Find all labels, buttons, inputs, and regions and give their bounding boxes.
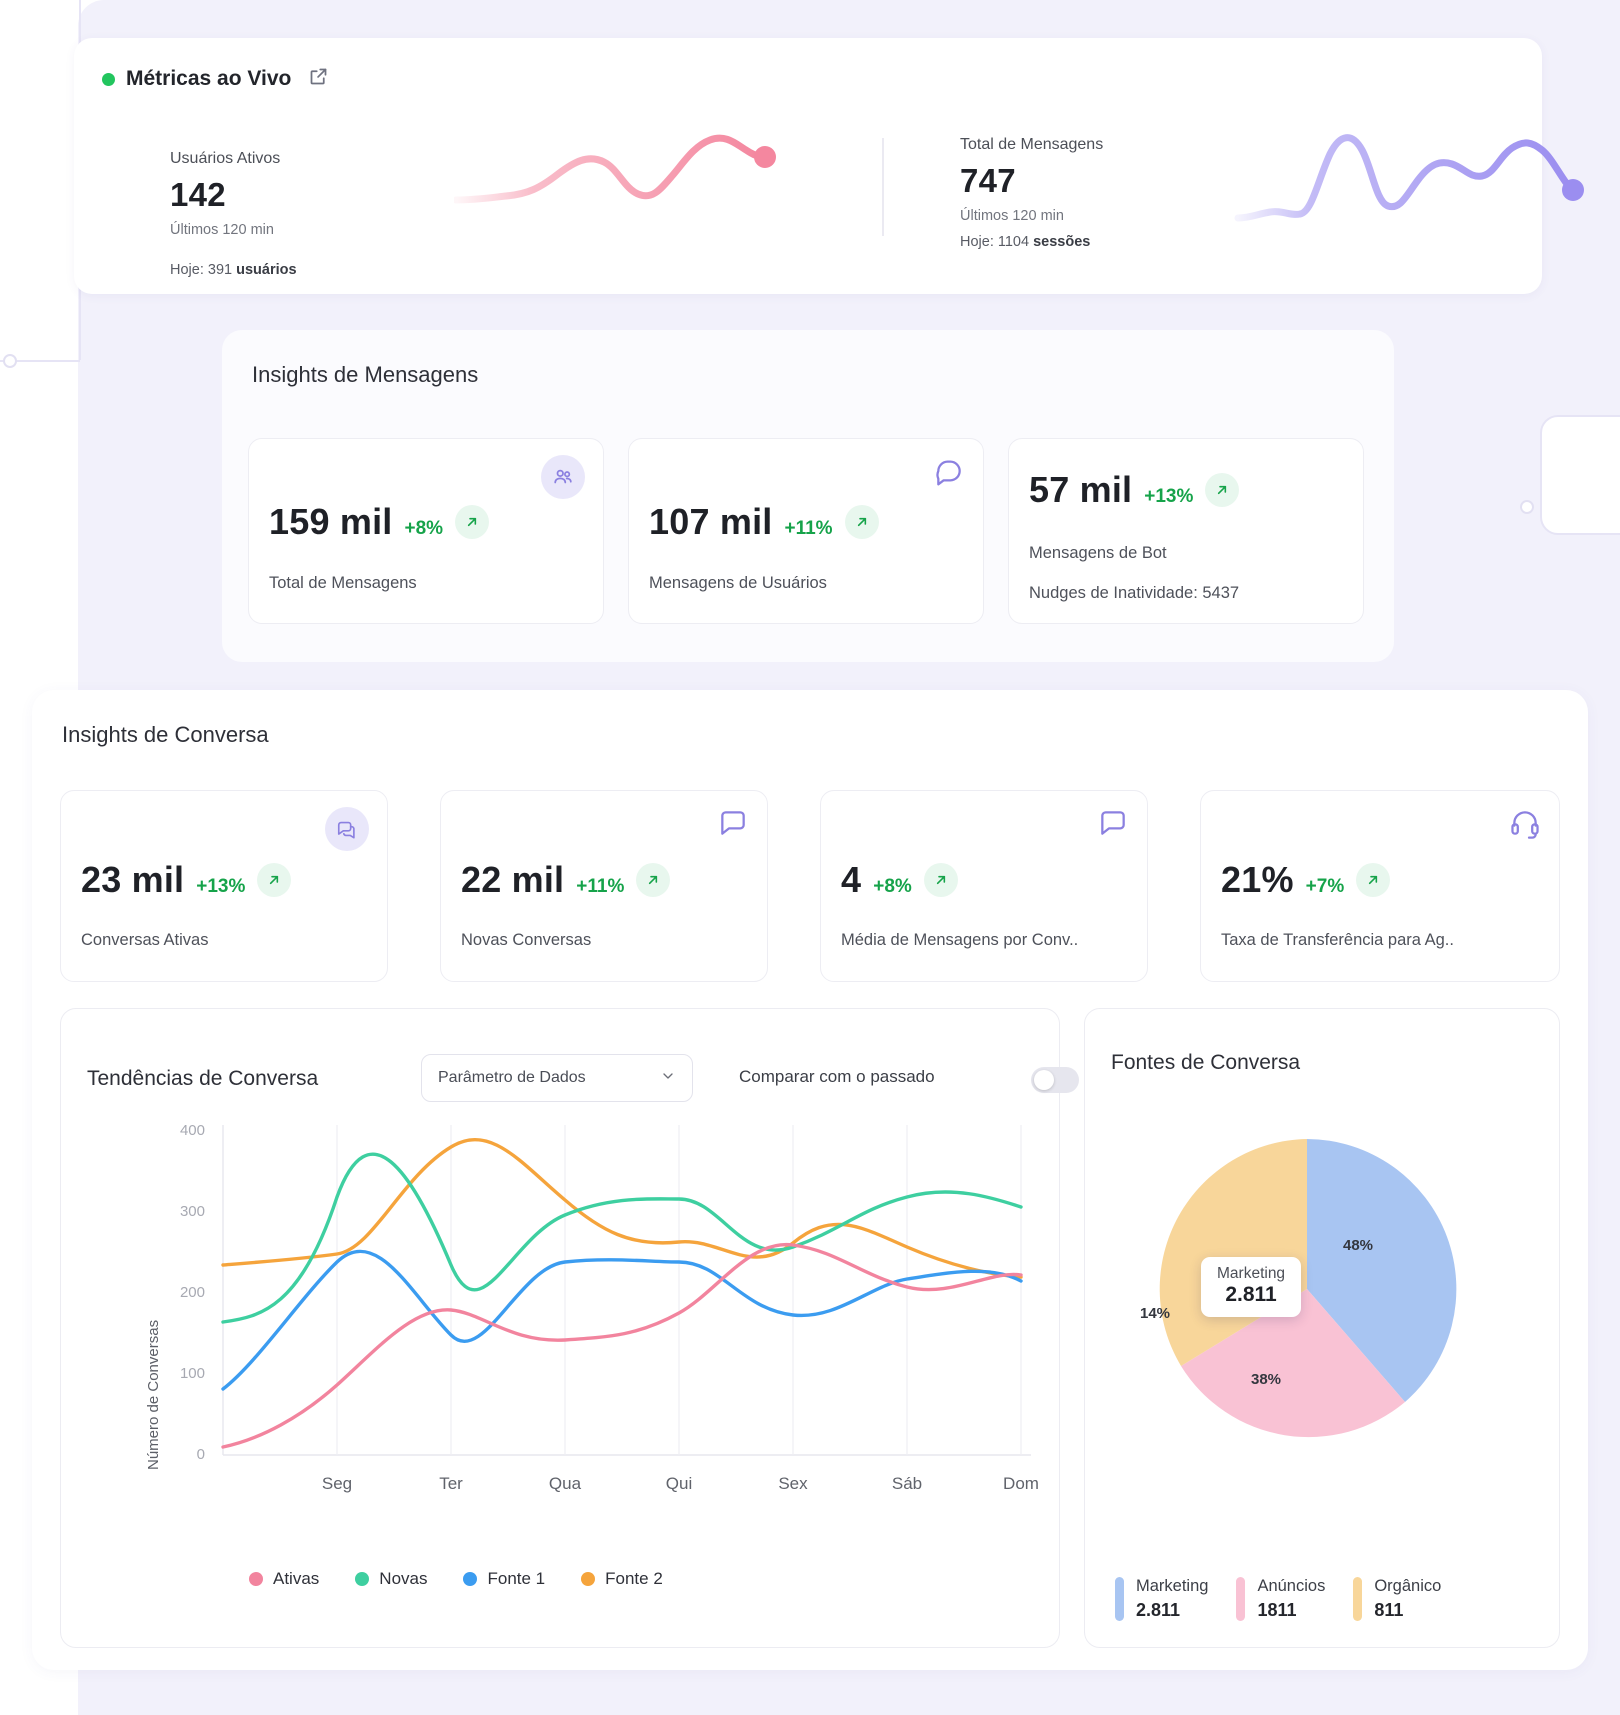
svg-text:200: 200 [179,1284,205,1301]
decorative-dot-right [1520,500,1534,514]
stat-caption: Mensagens de Bot [1029,544,1167,562]
stat-delta: +8% [873,876,912,897]
legend-label: Fonte 2 [605,1569,663,1588]
trends-title: Tendências de Conversa [87,1067,319,1090]
legend-color-marketing [1115,1577,1124,1621]
total-messages-period: Últimos 120 min [960,208,1064,224]
message-insights-title: Insights de Mensagens [252,362,479,387]
legend-item-ativas[interactable] [249,1569,319,1589]
legend-item-novas[interactable] [355,1569,427,1589]
pie-percent-organico: 14% [1140,1305,1171,1322]
compare-past-label: Comparar com o passado [739,1067,935,1086]
live-metrics-title: Métricas ao Vivo [126,67,292,90]
stat-caption: Novas Conversas [461,931,592,949]
chat-outline-icon [717,807,749,844]
live-status-icon [102,73,115,86]
legend-label: Fonte 1 [487,1569,546,1588]
active-users-period: Últimos 120 min [170,222,274,238]
conversation-sources-panel [1084,1008,1560,1648]
sources-legend [1115,1577,1469,1621]
stat-caption: Mensagens de Usuários [649,574,827,592]
trend-up-icon [845,505,879,539]
svg-text:Qua: Qua [548,1474,582,1493]
legend-item-organico[interactable] [1353,1577,1469,1621]
live-metrics-card [74,38,1542,294]
legend-item-fonte-1[interactable] [463,1569,545,1589]
pie-percent-marketing: 48% [1343,1237,1374,1254]
stat-caption: Taxa de Transferência para Ag.. [1221,931,1454,949]
total-messages-block [960,136,1103,250]
stat-delta: +8% [404,518,444,539]
live-metrics-header [102,66,329,92]
stat-delta: +13% [196,876,246,897]
active-users-label: Usuários Ativos [170,150,281,167]
svg-text:0: 0 [196,1446,205,1463]
legend-color-fonte-1 [463,1572,477,1586]
stat-value: 23 mil [81,859,185,900]
svg-text:Qui: Qui [665,1474,693,1493]
trend-up-icon [257,863,291,897]
stat-card-user-messages[interactable] [628,438,984,624]
total-messages-today [960,234,1103,250]
message-icon [1097,807,1129,844]
chats-icon [325,807,369,851]
stat-delta: +11% [576,876,625,897]
users-icon [541,455,585,499]
stat-value: 107 mil [649,501,773,542]
stat-card-bot-messages[interactable] [1008,438,1364,624]
svg-text:Seg: Seg [321,1474,353,1493]
svg-text:Sex: Sex [778,1474,808,1493]
pie-tooltip-value: 2.811 [1225,1283,1277,1306]
legend-color-fonte-2 [581,1572,595,1586]
stat-card-avg-messages[interactable] [820,790,1148,982]
legend-color-ativas [249,1572,263,1586]
external-link-icon[interactable] [308,66,329,92]
trend-up-icon [455,505,489,539]
stat-delta: +11% [784,518,833,539]
active-users-value: 142 [170,176,226,213]
data-parameter-select[interactable] [421,1054,693,1102]
legend-item-fonte-2[interactable] [581,1569,663,1589]
trends-legend [249,1569,663,1589]
headset-icon [1509,807,1541,844]
conversation-trends-chart [161,1117,1041,1527]
legend-color-anuncios [1236,1577,1245,1621]
bot-nudges-text: Nudges de Inatividade: 5437 [1029,584,1240,602]
stat-delta: +13% [1144,486,1194,507]
stat-value: 22 mil [461,859,565,900]
legend-label: Anúncios [1257,1577,1326,1595]
message-insights-card [222,330,1394,662]
conversation-trends-panel [60,1008,1060,1648]
pie-percent-anuncios: 38% [1251,1371,1282,1388]
stat-caption: Total de Mensagens [269,574,417,592]
legend-item-anuncios[interactable] [1236,1577,1353,1621]
stat-value: 159 mil [269,501,393,542]
decorative-dot-left [3,354,17,368]
stat-caption: Média de Mensagens por Conv.. [841,931,1079,949]
legend-label: Ativas [273,1569,320,1588]
stat-card-active-conversations[interactable] [60,790,388,982]
legend-value: 2.811 [1136,1600,1181,1620]
live-divider [882,138,884,236]
stat-value: 21% [1221,859,1294,900]
stat-value: 57 mil [1029,469,1133,510]
legend-color-novas [355,1572,369,1586]
legend-value: 811 [1374,1600,1404,1620]
stat-delta: +7% [1305,876,1345,897]
legend-label: Marketing [1136,1577,1209,1595]
conversation-insights-title: Insights de Conversa [62,722,269,747]
svg-text:Dom: Dom [1003,1474,1039,1493]
legend-item-marketing[interactable] [1115,1577,1236,1621]
stat-card-transfer-rate[interactable] [1200,790,1560,982]
trend-up-icon [1356,863,1390,897]
chat-bubble-icon [933,455,965,492]
active-users-today [170,262,297,278]
conversation-sources-pie [1137,1119,1477,1459]
svg-text:Sáb: Sáb [891,1474,923,1493]
legend-label: Orgânico [1374,1577,1442,1595]
y-axis-title: Número de Conversas [145,1319,162,1470]
stat-caption: Conversas Ativas [81,931,209,949]
trend-up-icon [636,863,670,897]
compare-past-toggle[interactable] [1031,1067,1079,1093]
pie-tooltip [1201,1257,1301,1317]
legend-label: Novas [379,1569,428,1588]
legend-value: 1811 [1257,1600,1297,1620]
active-users-today-prefix: Hoje: 391 [170,262,237,278]
active-users-today-unit: usuários [236,262,297,278]
conversation-insights-card [32,690,1588,1670]
pie-tooltip-name: Marketing [1217,1265,1286,1282]
total-messages-value: 747 [960,162,1016,199]
svg-text:300: 300 [179,1203,205,1220]
total-messages-sparkline [1234,118,1594,253]
svg-text:Ter: Ter [439,1474,463,1493]
chevron-down-icon [660,1068,676,1089]
sources-title: Fontes de Conversa [1111,1051,1301,1074]
trend-up-icon [1205,473,1239,507]
total-messages-label: Total de Mensagens [960,136,1104,153]
active-users-block [170,150,297,278]
legend-color-organico [1353,1577,1362,1621]
stat-value: 4 [841,859,862,900]
total-messages-today-unit: sessões [1033,234,1091,250]
svg-text:400: 400 [179,1122,205,1139]
stat-card-new-conversations[interactable] [440,790,768,982]
svg-text:100: 100 [179,1365,205,1382]
decorative-card-right [1540,415,1620,535]
data-parameter-value: Parâmetro de Dados [438,1069,586,1086]
trend-up-icon [924,863,958,897]
active-users-sparkline [454,128,794,243]
total-messages-today-prefix: Hoje: 1104 [960,234,1034,250]
stat-card-total-messages[interactable] [248,438,604,624]
